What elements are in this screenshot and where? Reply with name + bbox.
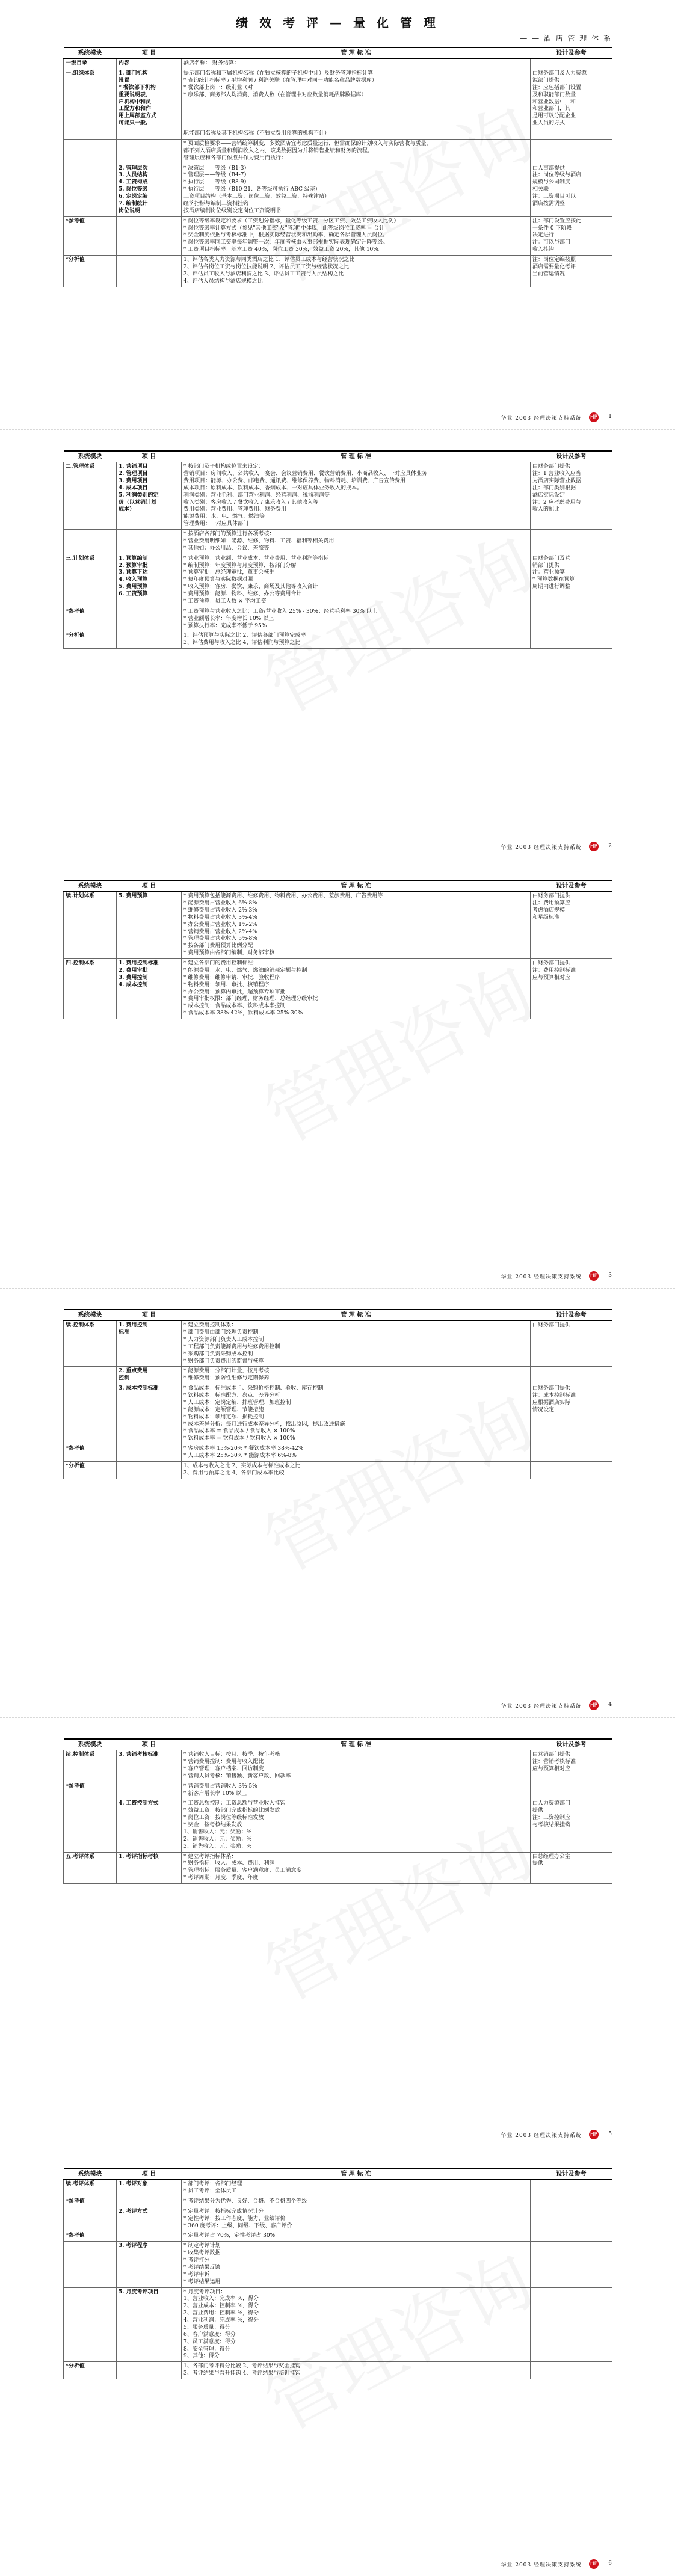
- cell-system-module: [64, 129, 117, 140]
- page-top-margin: [63, 1718, 612, 1738]
- cell-standard: * 岗位等级率设定和要求（工资划分指标，量化等级工资、分区工资、效益工资收入比例） * 岗位等级率计算方式（参见"其他工资"及"管理"中体现，此等级岗位工资率 = 合计 * 奖金制度依据与考核标准中，根据实际经营状况和出勤率，确定各层管理人员岗位。 * 岗位等级率同工资率每年调整一次，年度考核由人事部根据实际表现确定升降等级。 * 工资项目指标率：基本工资 40%，岗位工资 30%，效益工资 20%，其他 10%。: [182, 216, 531, 255]
- page-number: 5: [608, 2131, 612, 2137]
- column-header-item: 项 目: [117, 1739, 182, 1750]
- table-row: [64, 164, 612, 216]
- table-row: [64, 129, 612, 140]
- table-header-row: [64, 880, 612, 892]
- document-page: [0, 1288, 675, 1717]
- table-row: [64, 2207, 612, 2231]
- cell-system-module: 续.控制体系: [64, 1321, 117, 1367]
- cell-standard: * 定量考评：按指标完成情况计分 * 定性考评：按工作态度、能力、业绩评价 * 360 度考评：上级、同级、下级、客户评价: [182, 2207, 531, 2231]
- cell-system-module: 续.计划体系: [64, 892, 117, 959]
- cell-system-module: *分析值: [64, 256, 117, 287]
- cell-note: 由财务部门提供 注：1 营业收入应当 为酒店实际营业数据 注：部门类别根据 酒店实际设定 注：2 应考虑费用与 收入的配比: [531, 462, 612, 530]
- cell-note: 由财务部门提供: [531, 1321, 612, 1367]
- table-row: [64, 530, 612, 554]
- cell-note: 由营销部门提供 注：营销考核标准 应与预算相对应: [531, 1750, 612, 1782]
- cell-item: [117, 2231, 182, 2242]
- table-row: [64, 2242, 612, 2287]
- company-logo-icon: HP: [589, 412, 599, 422]
- cell-note: 注：岗位定编按照 酒店需要量化考评 当前营运情况: [531, 256, 612, 287]
- document-page: [0, 859, 675, 1288]
- table-row: [64, 2197, 612, 2207]
- cell-item: 3. 考评程序: [117, 2242, 182, 2287]
- cell-item: [117, 139, 182, 164]
- cell-note: [531, 2180, 612, 2197]
- table-row: [64, 1321, 612, 1367]
- cell-system-module: [64, 164, 117, 216]
- document-page: [0, 0, 675, 429]
- cell-system-module: [64, 1384, 117, 1444]
- page-footer: [63, 1272, 612, 1281]
- cell-standard: 提示部门名称和下属机构名称（在独立核算的子机构中计）及财务管理指标计算 * 查询统计指标率 / 平均利润 / 利润关联（在管理中对同一功能名称品牌数据库） * 餐饮部上岗一：级别业（对 * 康乐部、商务部人均消费、消费人数（在管理中对应数量消耗品牌数据库）: [182, 69, 531, 129]
- table-row: [64, 59, 612, 69]
- cell-item: [117, 1782, 182, 1799]
- table-row: [64, 1852, 612, 1884]
- cell-system-module: [64, 2207, 117, 2231]
- cell-system-module: *参考值: [64, 216, 117, 255]
- cell-item: [117, 256, 182, 287]
- footer-text: 华业 2003 经理决策支持系统: [501, 416, 582, 422]
- page-top-margin: [63, 1289, 612, 1309]
- page-number: 1: [608, 414, 612, 420]
- cell-note: [531, 607, 612, 631]
- table-row: [64, 607, 612, 631]
- cell-system-module: 四.控制体系: [64, 959, 117, 1019]
- cell-note: [531, 139, 612, 164]
- cell-note: [531, 530, 612, 554]
- management-table: [63, 450, 612, 649]
- cell-item: 1. 营销项目 2. 管理项目 3. 费用项目 4. 成本项目 5. 利润类别的定 价（以营销计划 成本）: [117, 462, 182, 530]
- cell-system-module: *参考值: [64, 1782, 117, 1799]
- footer-text: 华业 2003 经理决策支持系统: [501, 2562, 582, 2568]
- page-top-margin: [63, 2147, 612, 2168]
- cell-standard: 1、各部门考评得分比较 2、考评结果与奖金挂钩 3、考评结果与晋升挂钩 4、考评结果与培训挂钩: [182, 2362, 531, 2379]
- management-table: [63, 47, 612, 287]
- cell-system-module: [64, 2242, 117, 2287]
- cell-item: [117, 1461, 182, 1479]
- cell-item: 5. 月度考评项目: [117, 2287, 182, 2362]
- column-header-note: 设计及参考: [531, 2168, 612, 2180]
- cell-system-module: [64, 1799, 117, 1852]
- cell-standard: * 建立考评指标体系： * 财务指标：收入、成本、费用、利润 * 管理指标：服务质量、客户满意度、员工满意度 * 考评周期：月度、季度、年度: [182, 1852, 531, 1884]
- cell-note: [531, 2362, 612, 2379]
- table-row: [64, 1367, 612, 1384]
- cell-standard: * 建立各部门的费用控制标准： * 能源费用：水、电、燃气、燃油的消耗定额与控制 * 维修费用：维修申请、审批、验收程序 * 物料费用：领用、审批、核销程序 * 办公费用：预算内审批，超预算专项审批 * 费用审批权限：部门经理、财务经理、总经理分级审批 * 成本控制：食品成本率、饮料成本率控制 * 食品成本率 38%-42%，饮料成本率 25%-30%: [182, 959, 531, 1019]
- cell-item: [117, 216, 182, 255]
- company-logo-icon: HP: [589, 2559, 599, 2569]
- column-header-note: 设计及参考: [531, 1739, 612, 1750]
- cell-standard: * 工资预算与营业收入之比：工资/营业收入 25% - 30%；经营毛利率 30% 以上 * 营业额增长率：年度增长 10% 以上 * 预算执行率：完成率不低于 95%: [182, 607, 531, 631]
- column-header-system: 系统模块: [64, 451, 117, 462]
- table-row: [64, 139, 612, 164]
- cell-system-module: *分析值: [64, 2362, 117, 2379]
- cell-system-module: *分析值: [64, 631, 117, 649]
- cell-standard: * 能源费用：分部门计量，按月考核 * 维修费用：预防性维修与定期保养: [182, 1367, 531, 1384]
- cell-system-module: 三.计划体系: [64, 554, 117, 607]
- table-row: [64, 2287, 612, 2362]
- cell-note: [531, 1782, 612, 1799]
- cell-standard: * 建立费用控制体系： * 部门费用由部门经理负责控制 * 人力资源部门负责人工成本控制 * 工程部门负责能源费用与维修费用控制 * 采购部门负责采购成本控制 * 财务部门负责费用的监督与核算: [182, 1321, 531, 1367]
- table-row: [64, 1461, 612, 1479]
- cell-item: [117, 530, 182, 554]
- cell-item: [117, 631, 182, 649]
- table-header-row: [64, 451, 612, 462]
- cell-standard: * 工资总额控制：工资总额与营业收入挂钩 * 效益工资：按部门完成指标的比例发放 * 岗位工资：按岗位等级标准发放 * 奖金：按考核结果发放 1、销售收入：元；奖励：% 2、销售收入：元；奖励：% 3、销售收入：元；奖励：%: [182, 1799, 531, 1852]
- column-header-standard: 管 理 标 准: [182, 1739, 531, 1750]
- company-logo-icon: HP: [589, 842, 599, 851]
- cell-note: 由财务部门及人力资源 源部门提供 注：应包括部门设置 及和职能部门数量 和营业数据中，和 和营业部门，其 是用可以分配企业 业人员的方式: [531, 69, 612, 129]
- footer-text: 华业 2003 经理决策支持系统: [501, 1704, 582, 1710]
- cell-standard: 职能部门名称及其下机构名称（不独立费用预算的机构不计）: [182, 129, 531, 140]
- cell-note: [531, 631, 612, 649]
- cell-note: [531, 1367, 612, 1384]
- cell-note: [531, 2287, 612, 2362]
- management-table: [63, 1309, 612, 1479]
- cell-note: 由财务部门提供 注：费用预算应 考虑酒店规模 和星级标准: [531, 892, 612, 959]
- cell-system-module: 五.考评体系: [64, 1852, 117, 1884]
- cell-standard: * 营销费用占营销收入 3%-5% * 新客户增长率 10% 以上: [182, 1782, 531, 1799]
- column-header-note: 设计及参考: [531, 880, 612, 892]
- cell-system-module: *参考值: [64, 2231, 117, 2242]
- cell-note: 由财务部门及营 销部门提供 注：营业预算 * 预算数据在预算 周期内进行调整: [531, 554, 612, 607]
- column-header-standard: 管 理 标 准: [182, 451, 531, 462]
- cell-system-module: [64, 1367, 117, 1384]
- cell-note: [531, 2242, 612, 2287]
- cell-standard: * 决策层——等级（B1-3） * 管理层——等级（B4-7） * 执行层——等级（B8-9） * 执行层——等级（B10-21、各等级可执行 ABC 级差） 工资项目结构（基本工资、岗位工资、效益工资、特殊津贴） 经济指标与编制工资相挂钩 按酒店编制岗位级别设定岗位工资说明书: [182, 164, 531, 216]
- page-number: 2: [608, 843, 612, 849]
- cell-standard: * 页面质检要求——营销统筹制度，多数酒店宜考虑质量运行，但需确保的计划收入与实际营收与质量， 都不列入酒店质量和利润收入之内，该类数据因为并将销售业绩和财务的流程。 管理层应和各部门依照并作为费用而执行：: [182, 139, 531, 164]
- table-row: [64, 1782, 612, 1799]
- table-row: [64, 216, 612, 255]
- cell-item: 4. 工资控制方式: [117, 1799, 182, 1852]
- cell-standard: * 营业预算：营业额、营业成本、营业费用、营业利润等指标 * 编制预算：年度预算与月度预算，按部门分解 * 预算审批：总经理审批，董事会核准 * 每年度预算与实际数据对照 * 收入预算：客房、餐饮、康乐、商场及其他等收入合计 * 费用预算：能源、物料、维修、办公等费用合计 * 工资预算：员工人数 × 平均工资: [182, 554, 531, 607]
- cell-item: 3. 营销考核标准: [117, 1750, 182, 1782]
- column-header-standard: 管 理 标 准: [182, 880, 531, 892]
- document-page: [0, 429, 675, 859]
- cell-standard: 1、评估各类人力资源与同类酒店之比 1、评估员工成本与经营状况之比 2、评估各岗位工资与岗位技能说明 2、评估员工工资与经营状况之比 3、评估员工收入与酒店利润之比 3、评估员工工资与人员结构之比 4、评估人员结构与酒店规模之比: [182, 256, 531, 287]
- cell-note: 由财务部门提供 注：成本控制标准 应根据酒店实际 情况设定: [531, 1384, 612, 1444]
- cell-system-module: *分析值: [64, 1461, 117, 1479]
- cell-system-module: [64, 2287, 117, 2362]
- cell-standard: 1、评估预算与实际之比 2、评估各部门预算完成率 3、评估费用与收入之比 4、评估利润与预算之比: [182, 631, 531, 649]
- column-header-item: 项 目: [117, 880, 182, 892]
- footer-text: 华业 2003 经理决策支持系统: [501, 845, 582, 851]
- cell-note: 由人力资源部门 提供 注：工资控制应 与考核结果挂钩: [531, 1799, 612, 1852]
- document-page: [0, 1717, 675, 2147]
- page-footer: [63, 414, 612, 422]
- cell-note: [531, 129, 612, 140]
- cell-standard: * 食品成本：标准成本卡、采购价格控制、验收、库存控制 * 饮料成本：标准配方、盘点、差异分析 * 人工成本：定岗定编、排班管理、加班控制 * 能源成本：定额管理、节能措施 * 物料成本：领用定额、损耗控制 * 成本差异分析：每月进行成本差异分析，找出原因，提出改进措施 * 食品成本率 = 食品成本 / 食品收入 × 100% * 饮料成本率 = 饮料成本 / 饮料收入 × 100%: [182, 1384, 531, 1444]
- cell-standard: * 按部门及子机构或位置来设定： 营销项目：房间收入、公共收入一宴会、会议营销费用、餐饮营销费用、小商品收入、一对应具体业务 费用项目：能源、办公费、邮电费、通讯费、维修保养费、物料消耗、培训费、广告宣传费用 成本项目：原料成本、饮料成本、香烟成本、一对应具体业务收入的成本。 利润类别：营业毛利、部门营业利润、经营利润、税前利润等 收入类别：客房收入 / 餐饮收入 / 康乐收入 / 其他收入等 费用类别：营业费用、管理费用、财务费用 能源费用：水、电、燃气、燃油等 管理费用：一对应具体部门: [182, 462, 531, 530]
- column-header-item: 项 目: [117, 48, 182, 59]
- table-row: [64, 554, 612, 607]
- page-footer: [63, 843, 612, 851]
- column-header-note: 设计及参考: [531, 48, 612, 59]
- table-row: [64, 2231, 612, 2242]
- document-page: [0, 2147, 675, 2576]
- cell-item: 内容: [117, 59, 182, 69]
- page-number: 3: [608, 1272, 612, 1278]
- cell-item: 1. 考评对象: [117, 2180, 182, 2197]
- page-footer: [63, 2560, 612, 2569]
- page-number: 6: [608, 2560, 612, 2566]
- cell-item: 1. 预算编制 2. 预算审批 3. 预算下达 4. 收入预算 5. 费用预算 6. 工资预算: [117, 554, 182, 607]
- cell-item: 3. 成本控制标准: [117, 1384, 182, 1444]
- company-logo-icon: HP: [589, 2130, 599, 2139]
- cell-note: 由人事部提供 注：岗位等级与酒店 规模与公司制度 相关联 注：工资项目可以 酒店按需调整: [531, 164, 612, 216]
- management-table: [63, 880, 612, 1019]
- column-header-note: 设计及参考: [531, 1310, 612, 1321]
- cell-standard: * 制定考评计划 * 收集考评数据 * 考评打分 * 考评结果反馈 * 考评申诉 * 考评结果运用: [182, 2242, 531, 2287]
- company-logo-icon: HP: [589, 1271, 599, 1281]
- cell-note: 由总经理办公室 提供: [531, 1852, 612, 1884]
- column-header-system: 系统模块: [64, 1739, 117, 1750]
- cell-system-module: *参考值: [64, 607, 117, 631]
- column-header-standard: 管 理 标 准: [182, 48, 531, 59]
- column-header-note: 设计及参考: [531, 451, 612, 462]
- page-top-margin: [63, 430, 612, 450]
- cell-standard: * 营销收入目标：按月、按季、按年考核 * 营销费用控制：费用与收入配比 * 客户管理：客户档案、回访制度 * 营销人员考核：销售额、新客户数、回款率: [182, 1750, 531, 1782]
- page-footer: [63, 2131, 612, 2139]
- cell-item: [117, 607, 182, 631]
- cell-item: 1. 费用控制 标准: [117, 1321, 182, 1367]
- cell-standard: * 部门考评：各部门经理 * 员工考评：全体员工: [182, 2180, 531, 2197]
- cell-standard: * 费用预算包括能源费用、维修费用、物料费用、办公费用、差旅费用、广告费用等 * 能源费用占营业收入 6%-8% * 维修费用占营业收入 2%-3% * 物料费用占营业收入 3%-4% * 办公费用占营业收入 1%-2% * 营销费用占营业收入 2%-4% * 管理费用占营业收入 5%-8% * 按各部门费用预算比例分配 * 费用预算由各部门编制，财务部审核: [182, 892, 531, 959]
- cell-note: [531, 2207, 612, 2231]
- cell-system-module: 续.控制体系: [64, 1750, 117, 1782]
- cell-standard: * 客房成本率 15%-20% * 餐饮成本率 38%-42% * 人工成本率 25%-30% * 能源成本率 6%-8%: [182, 1444, 531, 1462]
- table-row: [64, 1750, 612, 1782]
- cell-note: [531, 59, 612, 69]
- cell-note: [531, 1444, 612, 1462]
- table-row: [64, 462, 612, 530]
- cell-system-module: *参考值: [64, 2197, 117, 2207]
- cell-item: [117, 2362, 182, 2379]
- cell-item: [117, 129, 182, 140]
- cell-note: [531, 1461, 612, 1479]
- cell-item: [117, 1444, 182, 1462]
- cell-item: [117, 2197, 182, 2207]
- column-header-system: 系统模块: [64, 2168, 117, 2180]
- table-header-row: [64, 48, 612, 59]
- cell-system-module: [64, 530, 117, 554]
- cell-item: 5. 费用预算: [117, 892, 182, 959]
- table-row: [64, 1444, 612, 1462]
- table-row: [64, 256, 612, 287]
- table-header-row: [64, 2168, 612, 2180]
- cell-system-module: 二.管理体系: [64, 462, 117, 530]
- page-footer: [63, 1702, 612, 1710]
- table-row: [64, 631, 612, 649]
- table-row: [64, 1384, 612, 1444]
- footer-text: 华业 2003 经理决策支持系统: [501, 2133, 582, 2139]
- cell-system-module: *参考值: [64, 1444, 117, 1462]
- column-header-system: 系统模块: [64, 1310, 117, 1321]
- column-header-standard: 管 理 标 准: [182, 1310, 531, 1321]
- management-table: [63, 2168, 612, 2379]
- table-row: [64, 1799, 612, 1852]
- column-header-standard: 管 理 标 准: [182, 2168, 531, 2180]
- cell-item: 1. 考评指标考核: [117, 1852, 182, 1884]
- page-top-margin: [63, 859, 612, 880]
- cell-item: 1. 费用控制标准 2. 费用审批 3. 费用控制 4. 成本控制: [117, 959, 182, 1019]
- cell-system-module: [64, 139, 117, 164]
- cell-note: 由财务部门提供 注：费用控制标准 应与预算相对应: [531, 959, 612, 1019]
- table-row: [64, 69, 612, 129]
- cell-standard: 酒店名称： 财务结算：: [182, 59, 531, 69]
- cell-standard: 1、成本与收入之比 2、实际成本与标准成本之比 3、费用与预算之比 4、各部门成本率比较: [182, 1461, 531, 1479]
- document-title: 绩 效 考 评 — 量 化 管 理: [236, 16, 439, 30]
- cell-system-module: 一级目录: [64, 59, 117, 69]
- document-subtitle: — — 酒 店 管 理 体 系: [520, 34, 612, 43]
- column-header-system: 系统模块: [64, 48, 117, 59]
- page-number: 4: [608, 1702, 612, 1708]
- cell-item: 2. 重点费用 控制: [117, 1367, 182, 1384]
- cell-item: 2. 考评方式: [117, 2207, 182, 2231]
- cell-note: [531, 2197, 612, 2207]
- table-row: [64, 2180, 612, 2197]
- column-header-item: 项 目: [117, 451, 182, 462]
- cell-note: 注：部门设置应按此 一条件 0 下阶段 决定进行 注：可以与部门 收入挂钩: [531, 216, 612, 255]
- cell-standard: * 按酒店各部门的预算进行各项考核： * 营业费用明细如：能源、维修、物料、工资、福利等相关费用 * 其他如：办公用品、会议、差旅等: [182, 530, 531, 554]
- cell-system-module: 续.考评体系: [64, 2180, 117, 2197]
- cell-system-module: 一.组织体系: [64, 69, 117, 129]
- cell-item: 2. 管理层次 3. 人员结构 4. 工资构成 5. 岗位等级 6. 定岗定编 7. 编制统计 岗位说明: [117, 164, 182, 216]
- cell-standard: * 考评结果分为优秀、良好、合格、不合格四个等级: [182, 2197, 531, 2207]
- column-header-system: 系统模块: [64, 880, 117, 892]
- column-header-item: 项 目: [117, 1310, 182, 1321]
- cell-standard: * 月度考评项目： 1、营业收入：完成率 %，得分 2、营业成本：控制率 %，得分 3、营业费用：控制率 %，得分 4、营业利润：完成率 %，得分 5、服务质量：得分 6、客户满意度：得分 7、员工满意度：得分 8、安全管理：得分 9、其他：得分: [182, 2287, 531, 2362]
- management-table: [63, 1738, 612, 1884]
- column-header-item: 项 目: [117, 2168, 182, 2180]
- table-header-row: [64, 1739, 612, 1750]
- table-row: [64, 2362, 612, 2379]
- cell-item: 1. 部门机构 设置 * 餐饮部下机构 重要说明表， 户机构中和员 工配方和和作 用上属部室方式 可能只一般。: [117, 69, 182, 129]
- table-header-row: [64, 1310, 612, 1321]
- table-row: [64, 959, 612, 1019]
- table-row: [64, 892, 612, 959]
- footer-text: 华业 2003 经理决策支持系统: [501, 1274, 582, 1280]
- cell-note: [531, 2231, 612, 2242]
- cell-standard: * 定量考评占 70%，定性考评占 30%: [182, 2231, 531, 2242]
- company-logo-icon: HP: [589, 1700, 599, 1710]
